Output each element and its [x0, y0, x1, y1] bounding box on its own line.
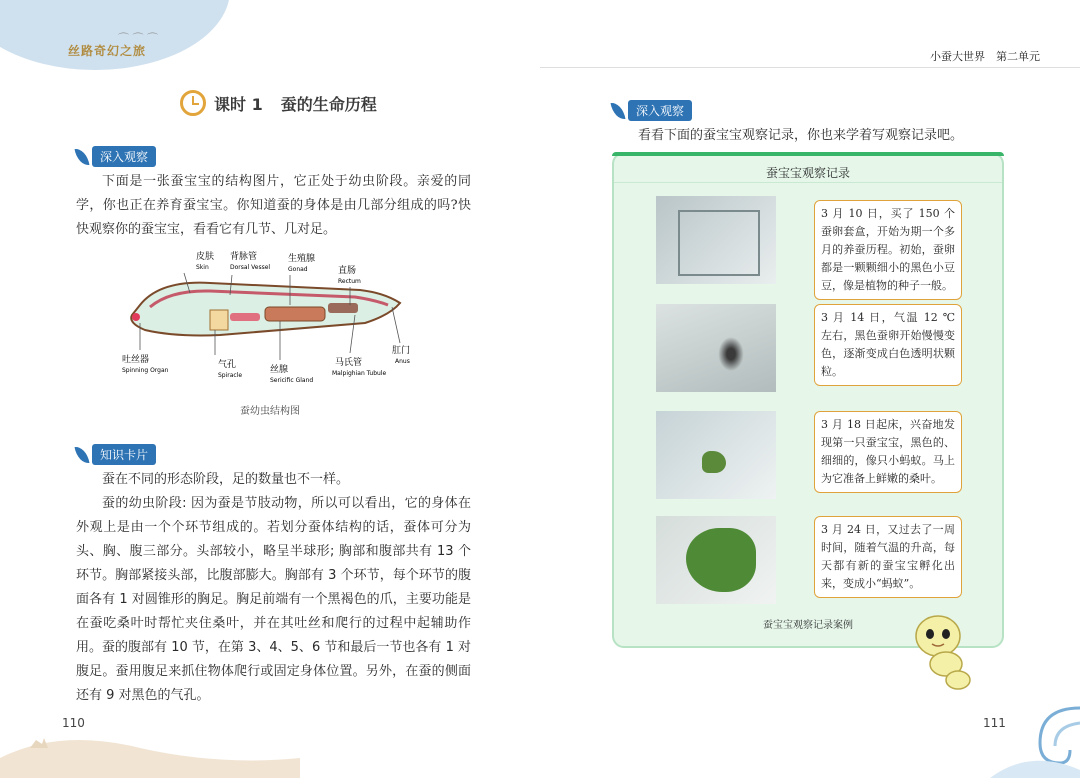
card-top-strip: [612, 152, 1004, 156]
leaf-icon: [75, 147, 90, 167]
page-number-left: 110: [62, 716, 85, 730]
label-sericific-cn: 丝腺: [270, 365, 289, 375]
section-tag-observe: [76, 146, 156, 167]
section-tag-observe-right: [612, 100, 692, 121]
label-malpighian-en: Malpighian Tubule: [332, 370, 387, 377]
section-tag-label: 知识卡片: [92, 444, 156, 465]
header-rule: [540, 67, 1080, 68]
diagram-caption: 蚕幼虫结构图: [240, 406, 300, 417]
section-tag-knowledge: [76, 444, 156, 465]
label-skin-en: Skin: [196, 264, 209, 271]
record-photo-1: [656, 196, 776, 284]
label-spiracle-en: Spiracle: [218, 372, 243, 379]
label-gonad-en: Gonad: [288, 266, 308, 273]
record-note-2: 3 月 14 日，气温 12 ℃ 左右，黑色蚕卵开始慢慢变色，逐渐变成白色透明状颗粒。: [814, 304, 962, 386]
series-logo: 丝路奇幻之旅: [68, 44, 147, 58]
unit-header: 小蚕大世界 第二单元: [930, 50, 1040, 63]
right-page: [540, 0, 1080, 778]
observation-record-card: [612, 152, 1004, 648]
label-spinning-cn: 吐丝器: [122, 355, 150, 365]
record-intro: 看看下面的蚕宝宝观察记录，你也来学着写观察记录吧。: [638, 128, 964, 143]
knowledge-paragraph-1: 蚕在不同的形态阶段，足的数量也不一样。: [102, 472, 350, 487]
label-dorsal-cn: 背脉管: [230, 252, 258, 262]
label-skin-cn: 皮肤: [196, 252, 215, 262]
wave-decoration: [990, 688, 1080, 778]
label-dorsal-en: Dorsal Vessel: [230, 264, 271, 271]
card-caption: 蚕宝宝观察记录案例: [763, 620, 853, 631]
lesson-title: [180, 90, 377, 116]
label-anus-en: Anus: [395, 358, 410, 365]
label-anus-cn: 肛门: [392, 346, 411, 356]
knowledge-paragraph-2: 蚕的幼虫阶段: 因为蚕是节肢动物，所以可以看出，它的身体在外观上是由一个个环节组成的。若划分蚕体结构的话，蚕体可分为头、胸、腹三部分。头部较小，略呈半球形; 胸部和腹部共有 13 个环节。胸部紧接头部，比腹部膨大。胸部有 3 个环节，每个环节的腹面各有 1 对圆锥形的胸足。胸足前端有一个黑褐色的爪，主要功能是在蚕吃桑叶时帮忙夹住桑叶，并在其吐丝和爬行的过程中起辅助作用。蚕的腹部有 10 节，在第 3、4、5、6 节和最后一节也各有 1 对腹足。蚕用腹足来抓住物体爬行或固定身体位置。另外，在蚕的侧面还有 9 对黑色的气孔。: [76, 496, 471, 703]
clock-icon: [180, 90, 206, 116]
lesson-name: 蚕的生命历程: [280, 94, 377, 114]
label-malpighian-cn: 马氏管: [335, 358, 363, 368]
leaf-icon: [75, 445, 90, 465]
desert-decoration: [0, 718, 300, 778]
record-photo-4: [656, 516, 776, 604]
silkworm-structure-diagram: [100, 245, 440, 395]
record-note-1: 3 月 10 日，买了 150 个蚕卵套盒，开始为期一个多月的养蚕历程。初始，蚕卵都是一颗颗细小的黑色小豆豆，像是植物的种子一般。: [814, 200, 962, 300]
page-number-right: 111: [983, 716, 1006, 730]
label-spiracle-cn: 气孔: [218, 360, 237, 370]
record-photo-3: [656, 411, 776, 499]
lesson-number: 课时 1: [214, 94, 263, 114]
card-title-divider: [614, 182, 1002, 183]
record-photo-2: [656, 304, 776, 392]
leaf-icon: [611, 101, 626, 121]
record-note-4: 3 月 24 日，又过去了一周时间，随着气温的升高，每天都有新的蚕宝宝孵化出来，变成小“蚂蚁”。: [814, 516, 962, 598]
birds-icon: ⌒ ⌒ ⌒: [118, 32, 158, 45]
label-spinning-en: Spinning Organ: [122, 367, 169, 374]
record-note-3: 3 月 18 日起床，兴奋地发现第一只蚕宝宝，黑色的、细细的，像只小蚂蚁。马上为它准备上鲜嫩的桑叶。: [814, 411, 962, 493]
section-tag-label: 深入观察: [628, 100, 692, 121]
header-decoration: [0, 0, 230, 70]
label-sericific-en: Sericific Gland: [270, 377, 314, 384]
observe-paragraph: 下面是一张蚕宝宝的结构图片，它正处于幼虫阶段。亲爱的同学，你也正在养育蚕宝宝。你知道蚕的身体是由几部分组成的吗?快快观察你的蚕宝宝，看看它有几节、几对足。: [76, 174, 471, 237]
label-rectum-en: Rectum: [338, 278, 361, 285]
section-tag-label: 深入观察: [92, 146, 156, 167]
silkworm-mascot-icon: [900, 606, 980, 694]
label-rectum-cn: 直肠: [338, 266, 357, 276]
label-gonad-cn: 生殖腺: [288, 254, 316, 264]
card-title: 蚕宝宝观察记录: [765, 166, 850, 180]
